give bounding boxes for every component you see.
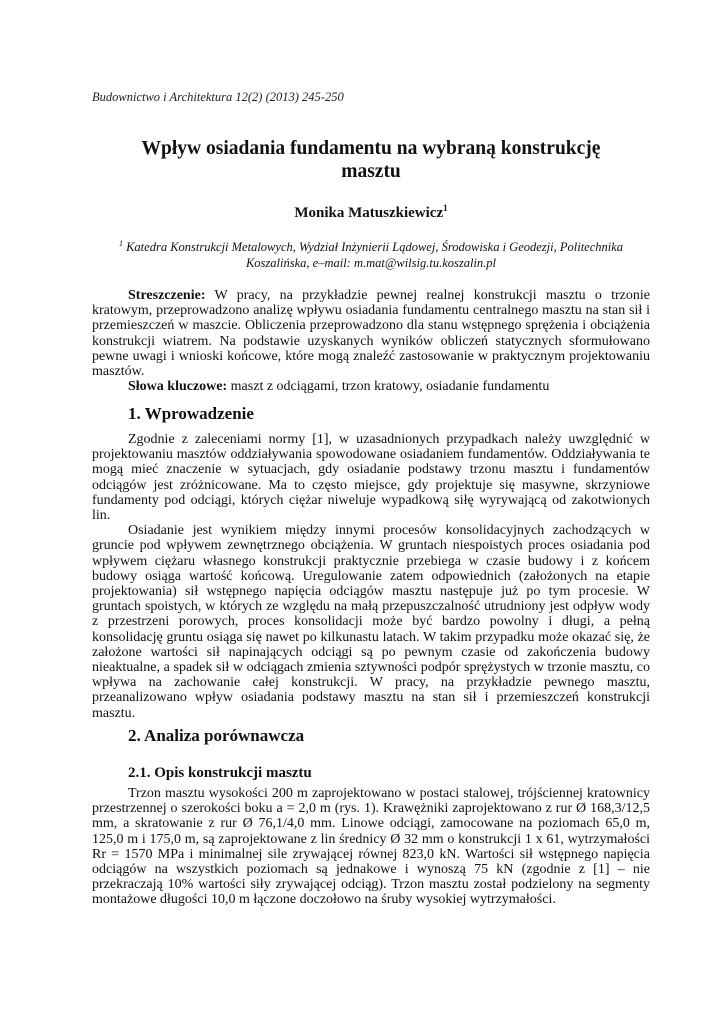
abstract-text: W pracy, na przykładzie pewnej realnej konstrukcji masztu o trzonie kratowym, przeprowadzono analizę wpływu osiadania fundamentu centralnego masztu na stan sił i przemieszczeń w maszcie. Obliczenia przeprowadzono dla stanu wstępnego sprężenia i obciążenia konstrukcji wiatrem. Na podstawie uzyskanych wyników obliczeń statycznych sformułowano pewne uwagi i wnioski końcowe, które mogą znaleźć zastosowanie w praktycznym projektowaniu masztów. xyxy=(92,288,650,380)
section-2-heading: 2. Analiza porównawcza xyxy=(128,726,305,745)
affiliation-text: Katedra Konstrukcji Metalowych, Wydział Inżynierii Lądowej, Środowiska i Geodezji, Politechnika Koszalińska, e–mail: m.mat@wilsig.tu.koszalin.pl xyxy=(126,240,624,270)
abstract xyxy=(92,288,650,394)
keywords-label: Słowa kluczowe: xyxy=(128,379,228,395)
author-sup: 1 xyxy=(443,203,448,213)
affiliation xyxy=(92,236,650,271)
section-1-paragraph-2: Osiadanie jest wynikiem między innymi procesów konsolidacyjnych zachodzących w gruncie pod wpływem zewnętrznego obciążenia. W gruntach niespoistych proces osiadania pod wpływem ciężaru własnego konstrukcji praktycznie przebiega w czasie budowy i z końcem budowy osiąga wartość końcową. Uregulowanie zatem odpowiednich (założonych na etapie projektowania) sił wstępnego napięcia odciągów masztu następuje już po tym procesie. W gruntach spoistych, w których ze względu na małą przepuszczalność utrudniony jest odpływ wody z przestrzeni porowych, proces konsolidacji może być bardzo powolny i długi, a pełną konsolidację gruntu osiąga się nawet po kilkunastu latach. W takim przypadku może okazać się, że założone wartości sił napinających odciągi są po pewnym czasie od zakończenia budowy nieaktualne, a spadek sił w odciągach zmienia sztywności podpór sprężystych w trzonie masztu, co wpływa na zachowanie całej konstrukcji. W pracy, na przykładzie pewnego masztu, przeanalizowano wpływ osiadania podstawy masztu na stan sił i przemieszczeń konstrukcji masztu. xyxy=(92,523,650,721)
title-line-2: masztu xyxy=(341,161,401,182)
abstract-paragraph xyxy=(92,288,650,379)
keywords-text: maszt z odciągami, trzon kratowy, osiadanie fundamentu xyxy=(227,379,550,395)
author-name: Monika Matuszkiewicz xyxy=(294,205,444,221)
paper-title xyxy=(92,137,650,183)
title-line-1: Wpływ osiadania fundamentu na wybraną konstrukcję xyxy=(141,138,601,159)
abstract-label: Streszczenie: xyxy=(128,288,206,303)
section-1-body xyxy=(92,432,650,721)
subsection-2-1-heading: 2.1. Opis konstrukcji masztu xyxy=(128,765,312,781)
affiliation-sup: 1 xyxy=(118,239,123,248)
author xyxy=(92,203,650,222)
keywords xyxy=(92,379,650,394)
section-2-paragraph-1: Trzon masztu wysokości 200 m zaprojektowano w postaci stalowej, trójściennej kratownicy przestrzennej o szerokości boku a = 2,0 m (rys. 1). Krawężniki zaprojektowano z rur Ø 168,3/12,5 mm, a skratowanie z rur Ø 76,1/4,0 mm. Linowe odciągi, zamocowane na poziomach 65,0 m, 125,0 m i 175,0 m, są zaprojektowane z lin średnicy Ø 32 mm o konstrukcji 1 x 61, wytrzymałości Rr = 1570 MPa i minimalnej sile zrywającej równej 823,0 kN. Wartości sił wstępnego napięcia odciągów na wszystkich poziomach są jednakowe i wynoszą 75 kN (zgodnie z [1] – nie przekraczają 10% wartości siły zrywającej odciąg). Trzon masztu został podzielony na segmenty montażowe długości 10,0 m łączone doczołowo na śruby wysokiej wytrzymałości. xyxy=(92,786,650,908)
section-2-body xyxy=(92,786,650,908)
journal-reference: Budownictwo i Architektura 12(2) (2013) 245-250 xyxy=(92,90,344,104)
section-1-heading: 1. Wprowadzenie xyxy=(128,404,254,423)
section-1-paragraph-1: Zgodnie z zaleceniami normy [1], w uzasadnionych przypadkach należy uwzględnić w projektowaniu masztów oddziaływania spowodowane osiadaniem fundamentów. Oddziaływania te mogą mieć znaczenie w sytuacjach, gdy osiadanie podstawy trzonu masztu i fundamentów odciągów jest zróżnicowane. Ma to często miejsce, gdy projektuje się masywne, skrzyniowe fundamenty pod odciągi, których ciężar niweluje wypadkową siłę wyrywającą od zakotwionych lin. xyxy=(92,432,650,524)
